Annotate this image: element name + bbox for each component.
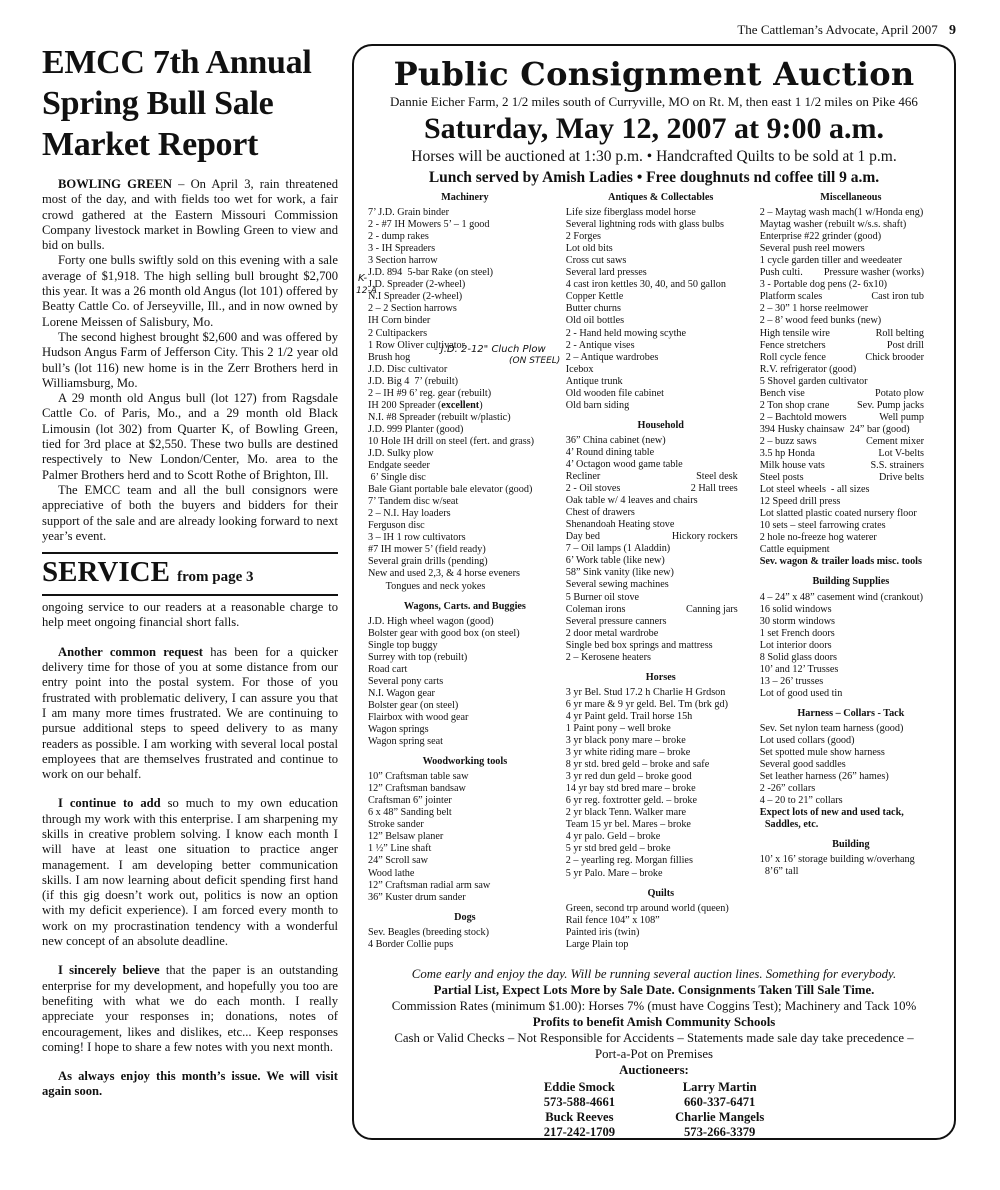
list-item: J.D. Big 4 7’ (rebuilt) [368, 375, 459, 387]
list-item: 2 – Kerosene heaters [565, 651, 651, 663]
list-item: 2 - #7 IH Mowers 5’ – 1 good [368, 219, 490, 231]
list-item: Old barn siding [565, 399, 630, 411]
list-item: Cattle equipment [759, 544, 830, 556]
list-item: 4 yr palo. Geld – broke [565, 831, 661, 843]
service-paragraph-4 [42, 963, 338, 1055]
list-item: 1 set French doors [759, 627, 835, 639]
auctioneer-col-left [544, 1080, 615, 1140]
list-item-right: Sev. Pump jacks [857, 399, 924, 411]
list-item-left: Day bed [565, 531, 601, 543]
list-item: 8 yr std. bred geld – broke and safe [565, 759, 710, 771]
auction-listing-columns [368, 190, 946, 951]
list-item: 3 - IH Spreaders [368, 243, 436, 255]
list-item: Cross cut saws [565, 255, 627, 267]
list-item: Single bed box springs and mattress [565, 639, 713, 651]
list-item: Sev. wagon & trailer loads misc. tools [759, 556, 922, 568]
list-item-right: Steel desk [696, 471, 738, 483]
auction-title: Public Consignment Auction [393, 55, 915, 93]
list-item: Flairbox with wood gear [368, 711, 469, 723]
list-item: Set spotted mule show harness [759, 747, 885, 759]
auctioneer-name: Eddie Smock [543, 1080, 615, 1094]
list-item: Bolster gear (on steel) [368, 699, 459, 711]
list-item [760, 328, 942, 340]
list-item [566, 604, 756, 616]
list-item: 3 yr red dun geld – broke good [565, 771, 692, 783]
list-item: 2 Cultipackers [368, 327, 428, 339]
list-item: Brush hog [368, 351, 411, 363]
list-item: 7 – Oil lamps (1 Aladdin) [565, 543, 671, 555]
list-item-left: Milk house vats [759, 460, 825, 472]
list-item: 16 solid windows [759, 603, 832, 615]
list-item: N.I. #8 Spreader (rebuilt w/plastic) [368, 411, 511, 423]
list-item [760, 340, 942, 352]
service-paragraph-3 [42, 796, 338, 949]
list-item: 3 yr black pony mare – broke [565, 735, 686, 747]
service-heading [42, 552, 338, 596]
section-heading: Antiques & Collectables [608, 192, 714, 203]
list-item: Several lightning rods with glass bulbs [565, 219, 724, 231]
list-item: Chest of drawers [565, 507, 635, 519]
list-item: 12” Craftsman radial arm saw [368, 879, 491, 891]
list-item: Lot old bits [565, 243, 613, 255]
list-item: 36” Kuster drum sander [368, 891, 466, 903]
paragraph-text: has been for a quicker delivery time for those of you at some distance from our entry point into the postal system. For those of you frustrated with problematic delivery, I can assure you that I am many more times frustrated. We are continuing to pursue additional steps to speed delivery to as many readers as possible. I am working with several local postal employees that are themselves frustrated and continue to work on our behalf. [42, 644, 339, 782]
list-item: Surrey with top (rebuilt) [368, 651, 468, 663]
list-item: 6 x 48” Sanding belt [368, 807, 452, 819]
list-item-right: Well pump [879, 411, 924, 423]
list-item [760, 412, 942, 424]
listing-column-1 [368, 190, 566, 951]
list-item [760, 472, 942, 484]
service-paragraph-2 [42, 645, 338, 783]
list-item [760, 267, 942, 279]
running-header-text: The Cattleman’s Advocate, April 2007 [737, 22, 938, 37]
paragraph-text: that the paper is an outstanding enterprise for my development, and hopefully you too are benefiting with what we do each month. I really appreciate your responses in; donations, notes of encouragement, likes and dislikes, etc... Keep responses coming! I hope to share a few notes with you next month. [42, 963, 338, 1054]
list-item: Several pony carts [368, 675, 444, 687]
list-item-left: Fence stretchers [759, 339, 826, 351]
list-item: Sev. Beagles (breeding stock) [368, 926, 489, 938]
list-item: 24” Scroll saw [368, 855, 428, 867]
list-item: 3 yr Bel. Stud 17.2 h Charlie H Grdson [565, 686, 726, 698]
list-item: 5 Burner oil stove [565, 591, 640, 603]
auctioneer-name: Charlie Mangels [675, 1110, 765, 1124]
list-item: 3 yr white riding mare – broke [565, 747, 691, 759]
service-paragraph-5: As always enjoy this month’s issue. We will visit again soon. [42, 1069, 338, 1099]
section-heading: Woodworking tools [422, 756, 508, 768]
list-item-left: 2 - Oil stoves [565, 483, 621, 495]
list-item-text: IH 200 Spreader ( [368, 399, 442, 411]
list-item: Saddles, etc. [759, 819, 819, 831]
list-item-right: 2 Hall trees [690, 483, 738, 495]
list-item: Large Plain top [565, 938, 629, 950]
auction-lunch: Lunch served by Amish Ladies • Free doughnuts nd coffee till 9 a.m. [428, 169, 880, 186]
list-item: 1 ½” Line shaft [368, 843, 432, 855]
auction-schedule: Horses will be auctioned at 1:30 p.m. • Handcrafted Quilts to be sold at 1 p.m. [411, 148, 897, 165]
footer-line-2: Partial List, Expect Lots More by Sale Date. Consignments Taken Till Sale Time. [433, 983, 875, 997]
service-title: SERVICE [42, 556, 170, 589]
auction-advertisement [352, 44, 956, 1140]
list-item: 10’ and 12’ Trusses [759, 663, 839, 675]
list-item: 7’ Tandem disc w/seat [368, 496, 459, 508]
list-item: 12” Craftsman bandsaw [368, 783, 466, 795]
article-paragraph-3: The second highest brought $2,600 and was offered by Hudson Angus Farm of Jefferson City. This 2 1/2 year old bull’s (lot 116) new home is in the Zerr Brothers herd in Williamsburg, Mo. [42, 329, 338, 390]
list-item: Old wooden file cabinet [565, 387, 664, 399]
left-article-column [42, 42, 338, 1100]
list-item: 2 – yearling reg. Morgan fillies [565, 855, 693, 867]
auctioneer-col-right [675, 1080, 764, 1140]
list-item: 3 - Portable dog pens (2- 6x10) [759, 279, 888, 291]
list-item: 10 sets – steel farrowing crates [759, 520, 886, 532]
list-item: Endgate seeder [368, 460, 430, 472]
list-item [566, 531, 756, 543]
list-item: 3 Section harrow [368, 255, 438, 267]
list-item-left: 2 – Bachtold mowers [759, 411, 847, 423]
list-item-left: Roll cycle fence [759, 351, 826, 363]
list-item: Oak table w/ 4 leaves and chairs [565, 495, 698, 507]
list-item: Several sewing machines [565, 579, 669, 591]
service-subtitle: from page 3 [177, 569, 254, 586]
section-heading: Wagons, Carts. and Buggies [403, 600, 526, 612]
list-item: 3 – IH 1 row cultivators [368, 532, 466, 544]
list-item: R.V. refrigerator (good) [759, 363, 857, 375]
list-item: Lot steel wheels - all sizes [759, 484, 870, 496]
list-item: Bale Giant portable bale elevator (good) [368, 484, 533, 496]
list-item: 13 – 26’ trusses [759, 675, 824, 687]
auctioneer-name: Larry Martin [682, 1080, 757, 1094]
list-item: 8’6” tall [759, 866, 799, 878]
list-item: Wood lathe [368, 867, 415, 879]
section-heading: Harness – Collars - Tack [797, 707, 905, 719]
list-item-left: Recliner [565, 471, 601, 483]
list-item-right: Lot V-belts [878, 447, 924, 459]
lead-phrase: I sincerely believe [58, 963, 160, 978]
list-item-emphasis: excellent [441, 399, 480, 411]
list-item: Enterprise #22 grinder (good) [759, 231, 882, 243]
auctioneer-phone: 573-266-3379 [684, 1125, 756, 1139]
article-paragraph-5: The EMCC team and all the bull consignors were appreciative of both the buyers and bidders for their support of the sale and are already looking forward to next year’s event. [42, 482, 338, 543]
list-item: 4 yr Paint geld. Trail horse 15h [565, 710, 693, 722]
list-item-text: ) [479, 399, 483, 411]
auctioneer-list [354, 1080, 954, 1140]
list-item: 8 Solid glass doors [759, 651, 837, 663]
list-item: 4 cast iron kettles 30, 40, and 50 gallon [565, 279, 726, 291]
list-item-left: 3.5 hp Honda [759, 447, 815, 459]
service-paragraph-1: ongoing service to our readers at a reasonable charge to help meet ongoing financial short falls. [42, 600, 338, 630]
list-item-right: Potato plow [875, 387, 924, 399]
list-item-right: Cast iron tub [871, 291, 924, 303]
auction-date: Saturday, May 12, 2007 at 9:00 a.m. [424, 112, 884, 145]
list-item-left: Bench vise [759, 387, 805, 399]
list-item: 2 – Maytag wash mach(1 w/Honda eng) [759, 207, 924, 219]
list-item: 4’ Octagon wood game table [565, 458, 683, 470]
list-item: J.D. 999 Planter (good) [368, 423, 464, 435]
list-item: 2 – Antique wardrobes [565, 351, 659, 363]
list-item: Wagon springs [368, 724, 429, 736]
list-item: 30 storm windows [759, 615, 836, 627]
list-item: 2 – 30” 1 horse reelmower [759, 303, 869, 315]
list-item-left: High tensile wire [759, 327, 830, 339]
list-item: 10 Hole IH drill on steel (fert. and grass) [368, 435, 535, 447]
section-heading: Horses [645, 671, 676, 683]
list-item: 5 Shovel garden cultivator [759, 375, 868, 387]
paragraph-text: so much to my own education through my work with this enterprise. I am sharpening my skills in creative problem solving. I know each month I will have at least one situation to practice anger management. I am developing better communication skills. I am now learning about deficit spending first hand (if this gig doesn’t work out, politics is now an option with my deficit experience). I am forced every month to work on my procrastination tendency with a wonderful new concept of an absolute deadline. [42, 796, 338, 949]
footer-line-4: Profits to benefit Amish Community Schools [532, 1015, 776, 1029]
list-item-left: Platform scales [759, 291, 823, 303]
list-item: 2 Forges [565, 231, 601, 243]
auctioneer-phone: 573-588-4661 [543, 1095, 616, 1109]
section-heading: Household [637, 419, 684, 431]
list-item-right: Cement mixer [866, 435, 924, 447]
list-item: Several push reel mowers [759, 243, 865, 255]
list-item [760, 460, 942, 472]
section-heading: Building [832, 839, 870, 851]
list-item [760, 448, 942, 460]
list-item: J.D. Spreader (2-wheel) [368, 279, 466, 291]
list-item-right: Roll belting [875, 327, 924, 339]
list-item: 2 yr black Tenn. Walker mare [565, 807, 687, 819]
list-item-right: Hickory rockers [671, 531, 738, 543]
list-item: 4 – 24” x 48” casement wind (crankout) [759, 591, 923, 603]
list-item: Antique trunk [565, 375, 623, 387]
list-item: Single top buggy [368, 639, 438, 651]
list-item: Butter churns [565, 303, 621, 315]
list-item: 6’ Single disc [368, 472, 426, 484]
list-item: 394 Husky chainsaw 24” bar (good) [759, 423, 910, 435]
list-item: 2 – IH #9 6’ reg. gear (rebuilt) [368, 387, 492, 399]
list-item: 6 yr reg. foxtrotter geld. – broke [565, 795, 698, 807]
list-item: 2 – N.I. Hay loaders [368, 508, 451, 520]
list-item-left: 2 Ton shop crane [759, 399, 830, 411]
list-item: 6’ Work table (like new) [565, 555, 665, 567]
list-item: N.I. Wagon gear [368, 687, 435, 699]
list-item: Bolster gear with good box (on steel) [368, 627, 520, 639]
list-item-left: 2 – buzz saws [759, 435, 817, 447]
section-heading: Building Supplies [812, 576, 890, 588]
list-item: 10” Craftsman table saw [368, 771, 469, 783]
list-item: Tongues and neck yokes [368, 580, 486, 592]
article-paragraph-4: A 29 month old Angus bull (lot 127) from Ragsdale Cattle Co. of Paris, Mo., and a 29 month old Black Limousin (lot 302) from Quarter K, of Bowling Green, tied for 3rd place at $2,550. These two bulls are destined respectively to New London/Center, Mo. area to the Palmer Brothers herd and to Scott Rothe of Brighton, Ill. [42, 391, 338, 482]
handwritten-k: K- [358, 273, 368, 284]
list-item-right: Canning jars [685, 603, 738, 615]
list-item: 14 yr bay std bred mare – broke [565, 783, 696, 795]
list-item: N.I Spreader (2-wheel) [368, 291, 463, 303]
footer-line-1: Come early and enjoy the day. Will be running several auction lines. Something for everybody. [411, 967, 897, 981]
list-item: 4 Border Collie pups [368, 938, 454, 950]
list-item: 12 Speed drill press [759, 496, 841, 508]
list-item: Copper Kettle [565, 291, 624, 303]
list-item: 4 – 20 to 21” collars [759, 795, 843, 807]
list-item: J.D. High wheel wagon (good) [368, 615, 494, 627]
list-item: Lot slatted plastic coated nursery floor [759, 508, 917, 520]
list-item: 2 -26” collars [759, 783, 816, 795]
list-item: 2 – 8’ wood feed bunks (new) [759, 315, 882, 327]
paragraph-text: – On April 3, rain threatened most of the day, and with fields too wet for work, a fair crowd gathered at the Eastern Missouri Commission Company livestock market in Bowling Green to view and bid on bulls. [42, 177, 338, 253]
article-title: EMCC 7th Annual Spring Bull Sale Market Report [42, 44, 312, 163]
footer-line-6: Port-a-Pot on Premises [594, 1047, 713, 1061]
listing-column-3 [760, 190, 946, 951]
list-item: #7 IH mower 5’ (field ready) [368, 544, 486, 556]
list-item-right: Pressure washer (works) [823, 267, 924, 279]
list-item: Road cart [368, 663, 408, 675]
list-item: 2 - dump rakes [368, 231, 429, 243]
list-item: 6 yr mare & 9 yr geld. Bel. Tm (brk gd) [565, 698, 728, 710]
lead-phrase: Another common request [58, 644, 203, 659]
handwritten-note-steel: (ON STEEL) [509, 356, 561, 366]
list-item: 36” China cabinet (new) [565, 434, 666, 446]
list-item: Several lard presses [565, 267, 647, 279]
lead-phrase: I continue to add [58, 796, 161, 811]
list-item: J.D. 894 5-bar Rake (on steel) [368, 267, 494, 279]
section-heading: Dogs [454, 911, 476, 923]
list-item-left: Coleman irons [565, 603, 626, 615]
list-item-left: Steel posts [759, 472, 804, 484]
list-item: 2 - Antique vises [565, 339, 635, 351]
list-item: 12” Belsaw planer [368, 831, 444, 843]
list-item: 1 Paint pony – well broke [565, 722, 671, 734]
list-item: Lot of good used tin [759, 687, 843, 699]
running-header [737, 22, 956, 39]
article-paragraph-2: Forty one bulls swiftly sold on this evening with a sale average of $1,918. The high selling bull brought $2,700 this year. It was a 26 month old Angus (lot 101) offered by Beatty Cattle Co. of Jerseyville, Ill., and in now owned by Lorene Meissen of Salisbury, Mo. [42, 253, 338, 329]
list-item: New and used 2,3, & 4 horse eveners [368, 568, 520, 580]
auction-footer [354, 966, 954, 1140]
list-item: 1 cycle garden tiller and weedeater [759, 255, 902, 267]
footer-line-5: Cash or Valid Checks – Not Responsible for Accidents – Statements made sale day take precedence – [394, 1031, 914, 1045]
auction-header [354, 56, 954, 187]
list-item: 10’ x 16’ storage building w/overhang [759, 854, 915, 866]
list-item: Team 15 yr bel. Mares – broke [565, 819, 691, 831]
list-item [368, 400, 562, 412]
list-item: IH Corn binder [368, 315, 431, 327]
list-item: 2 – 2 Section harrows [368, 303, 457, 315]
list-item: Craftsman 6” jointer [368, 795, 452, 807]
list-item: J.D. Disc cultivator [368, 363, 448, 375]
list-item: Several grain drills (pending) [368, 556, 488, 568]
list-item: Lot interior doors [759, 639, 832, 651]
list-item-left: Push culti. [759, 267, 803, 279]
list-item [566, 483, 756, 495]
section-heading: Miscellaneous [820, 192, 882, 203]
list-item-right: Chick brooder [865, 351, 924, 363]
handwritten-note: - J.D. 2-12" Cluch Plow [434, 344, 546, 355]
list-item: 2 - Hand held mowing scythe [565, 327, 687, 339]
page-number: 9 [949, 23, 956, 38]
section-heading: Quilts [647, 887, 675, 899]
footer-line-7: Auctioneers: [619, 1063, 689, 1077]
list-item-right: S.S. strainers [870, 460, 924, 472]
list-item: Green, second trp around world (queen) [565, 902, 729, 914]
list-item [760, 436, 942, 448]
list-item: Stroke sander [368, 819, 424, 831]
section-heading: Machinery [441, 192, 489, 203]
list-item: Lot used collars (good) [759, 735, 855, 747]
footer-line-3: Commission Rates (minimum $1.00): Horses 7% (must have Coggins Test); Machinery and Tack 10% [391, 999, 917, 1013]
list-item: 5 yr Palo. Mare – broke [565, 867, 663, 879]
list-item: Shenandoah Heating stove [565, 519, 675, 531]
list-item: Maytag washer (rebuilt w/s.s. shaft) [759, 219, 907, 231]
list-item: 58” Sink vanity (like new) [565, 567, 674, 579]
list-item: 1 Row Oliver cultivator [368, 339, 466, 351]
list-item: Life size fiberglass model horse [565, 207, 696, 219]
list-item: Expect lots of new and used tack, [759, 807, 904, 819]
listing-column-2 [566, 190, 760, 951]
list-item: Several good saddles [759, 759, 846, 771]
list-item [566, 471, 756, 483]
list-item: Wagon spring seat [368, 736, 444, 748]
auction-location: Dannie Eicher Farm, 2 1/2 miles south of Curryville, MO on Rt. M, then east 1 1/2 miles on Pike 466 [390, 94, 918, 109]
list-item: J.D. Sulky plow [368, 447, 434, 459]
list-item [760, 400, 942, 412]
auctioneer-name: Buck Reeves [545, 1110, 614, 1124]
list-item [760, 388, 942, 400]
auctioneer-phone: 660-337-6471 [684, 1095, 756, 1109]
list-item: Set leather harness (26” hames) [759, 771, 889, 783]
list-item-right: Post drill [886, 339, 924, 351]
handwritten-lot: 12-A [356, 286, 377, 296]
list-item: Rail fence 104” x 108” [565, 914, 660, 926]
list-item: 2 door metal wardrobe [565, 627, 659, 639]
list-item: Sev. Set nylon team harness (good) [759, 722, 904, 734]
list-item [760, 291, 942, 303]
article-paragraph-1 [42, 177, 338, 253]
list-item: Ferguson disc [368, 520, 425, 532]
list-item: Old oil bottles [565, 315, 625, 327]
list-item: Painted iris (twin) [565, 926, 640, 938]
list-item: 7’ J.D. Grain binder [368, 207, 450, 219]
auctioneer-phone: 217-242-1709 [543, 1125, 616, 1139]
list-item: 5 yr std bred geld – broke [565, 843, 671, 855]
list-item: Icebox [565, 363, 594, 375]
dateline: BOWLING GREEN [58, 177, 172, 191]
list-item [760, 352, 942, 364]
list-item: Several pressure canners [565, 615, 667, 627]
list-item: 2 hole no-freeze hog waterer [759, 532, 877, 544]
list-item: 4’ Round dining table [565, 446, 655, 458]
list-item-right: Drive belts [879, 472, 924, 484]
